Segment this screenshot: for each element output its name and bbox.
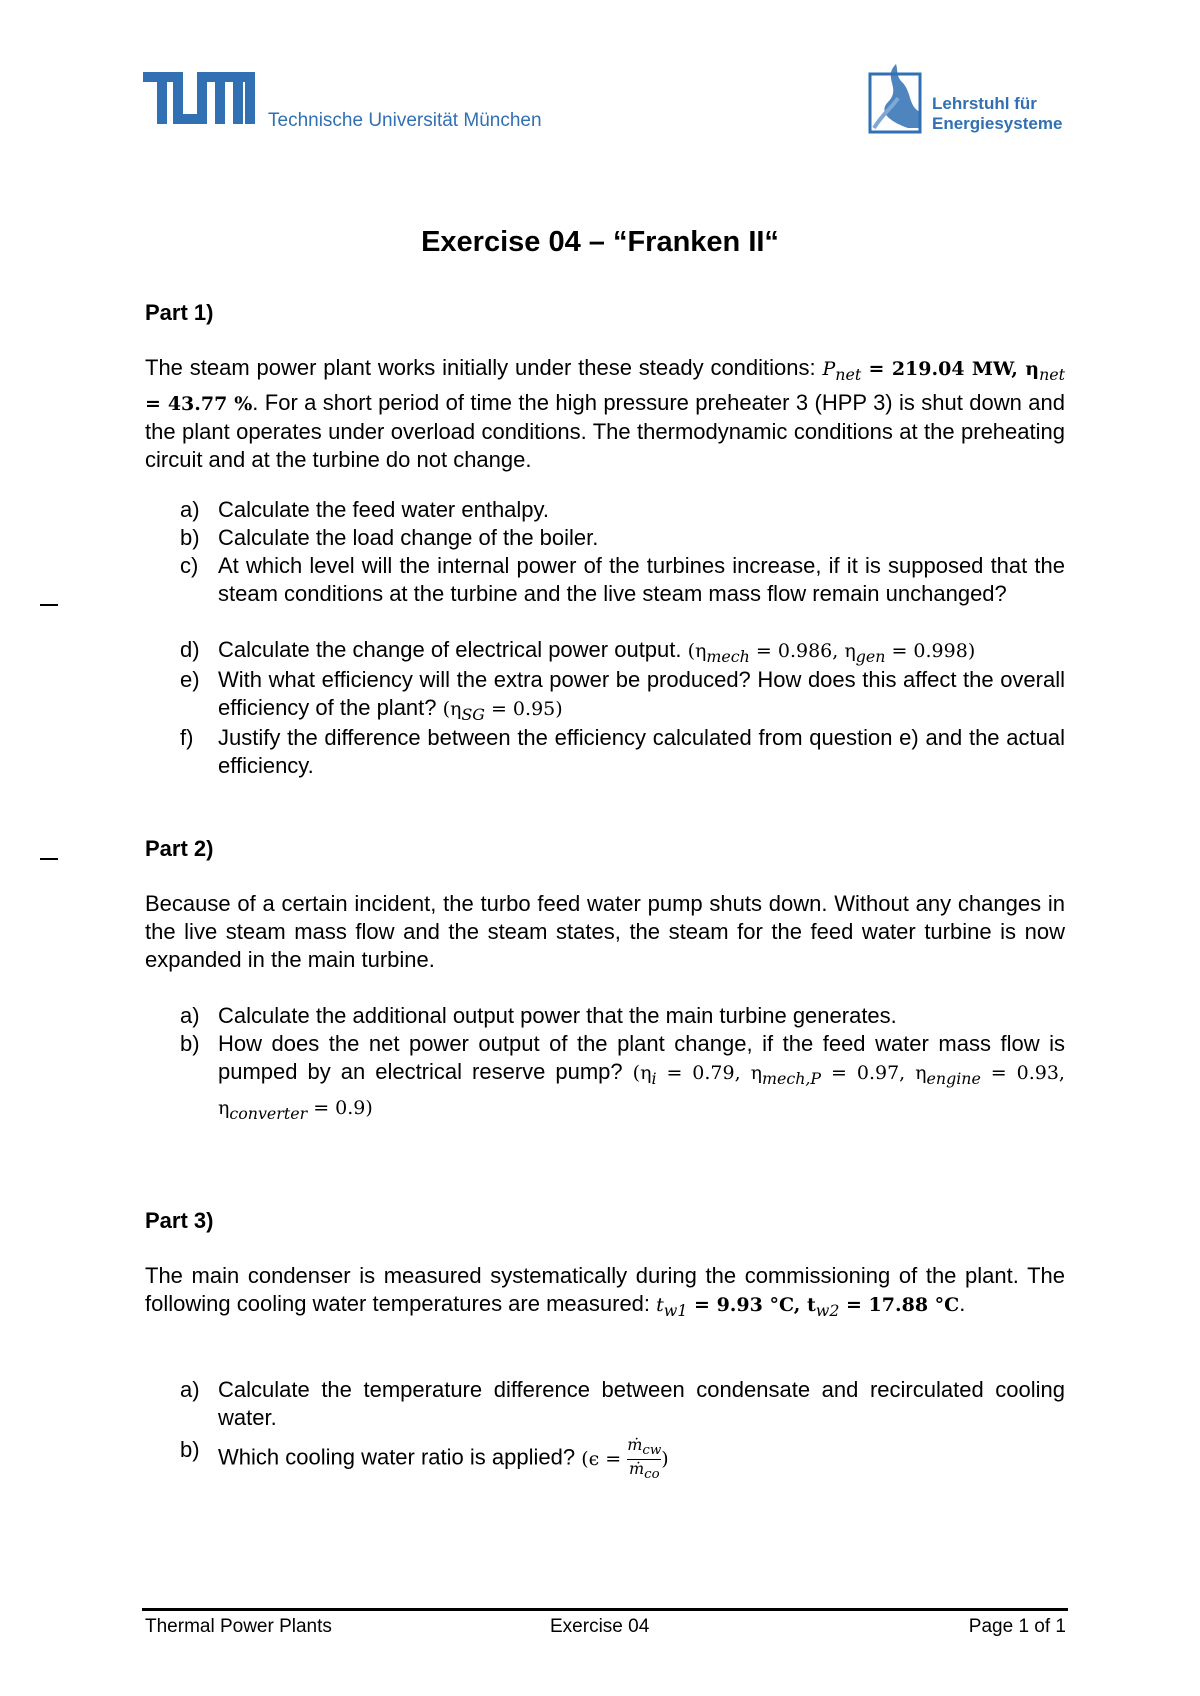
part1-heading: Part 1): [145, 300, 214, 325]
margin-mark: [40, 604, 58, 606]
university-name: Technische Universität München: [268, 110, 542, 131]
part3-intro: The main condenser is measured systematically during the commissioning of the plant. The following cooling water temperatures are measured: $t_{w1} = 9.93$ °C, $t_{w2} = 17.88$ °C.: [145, 1263, 1065, 1320]
footer-course: Thermal Power Plants: [145, 1616, 332, 1637]
part1-item-d: d) Calculate the change of electrical power output. ($\eta_{mech} = 0.986$, $\eta_{gen} = 0.998$): [180, 637, 976, 666]
part3-heading: Part 3): [145, 1208, 214, 1233]
part1-item-b: b) Calculate the load change of the boiler.: [180, 525, 599, 550]
footer-page: Page 1 of 1: [968, 1616, 1066, 1637]
margin-mark: [40, 858, 58, 860]
chair-logo-icon: [868, 62, 924, 134]
part2-item-b: b) How does the net power output of the plant change, if the feed water mass flow is pumped by an electrical reserve pump? ($\eta_i = 0.79$, $\eta_{mech,P} = 0.97$, $\eta_{engine} = 0.93$, $\eta_{converter} = 0.9$): [180, 1031, 1065, 1123]
part1-item-e: e) With what efficiency will the extra power be produced? How does this affect the overall efficiency of the plant? $(\eta_{SG} = 0.95)$: [180, 667, 1065, 724]
part2-item-a: a) Calculate the additional output power that the main turbine generates.: [180, 1003, 897, 1028]
chair-name: Lehrstuhl für Energiesysteme: [932, 94, 1063, 133]
tum-logo: [143, 72, 255, 124]
page-title: Exercise 04 – “Franken II“: [421, 226, 779, 258]
part1-item-a: a) Calculate the feed water enthalpy.: [180, 497, 550, 522]
part1-intro: The steam power plant works initially under these steady conditions: $P_{net} = 219.04$ MW, $\eta_{net} = 43.77$ %. For a short period of time the high pressure preheater 3 (HPP 3) is shut down and the plant operates under overload conditions. The thermodynamic conditions at the preheating circuit and at the turbine do not change.: [145, 355, 1066, 472]
part2-intro: Because of a certain incident, the turbo feed water pump shuts down. Without any changes in the live steam mass flow and the steam states, the steam for the feed water turbine is now expanded in the main turbine.: [145, 891, 1065, 972]
part1-item-f: f) Justify the difference between the efficiency calculated from question e) and the actual efficiency.: [180, 725, 1065, 778]
footer-exercise: Exercise 04: [550, 1616, 650, 1637]
part3-item-a: a) Calculate the temperature difference between condensate and recirculated cooling water.: [180, 1377, 1065, 1430]
part1-item-c: c) At which level will the internal power of the turbines increase, if it is supposed that the steam conditions at the turbine and the live steam mass flow remain unchanged?: [180, 553, 1065, 606]
part3-item-b: b) Which cooling water ratio is applied? (ϵ = ṁ$_{cw}$ ṁ$_{co}$ ): [180, 1435, 669, 1483]
footer-rule: [142, 1608, 1068, 1611]
part2-heading: Part 2): [145, 836, 214, 861]
